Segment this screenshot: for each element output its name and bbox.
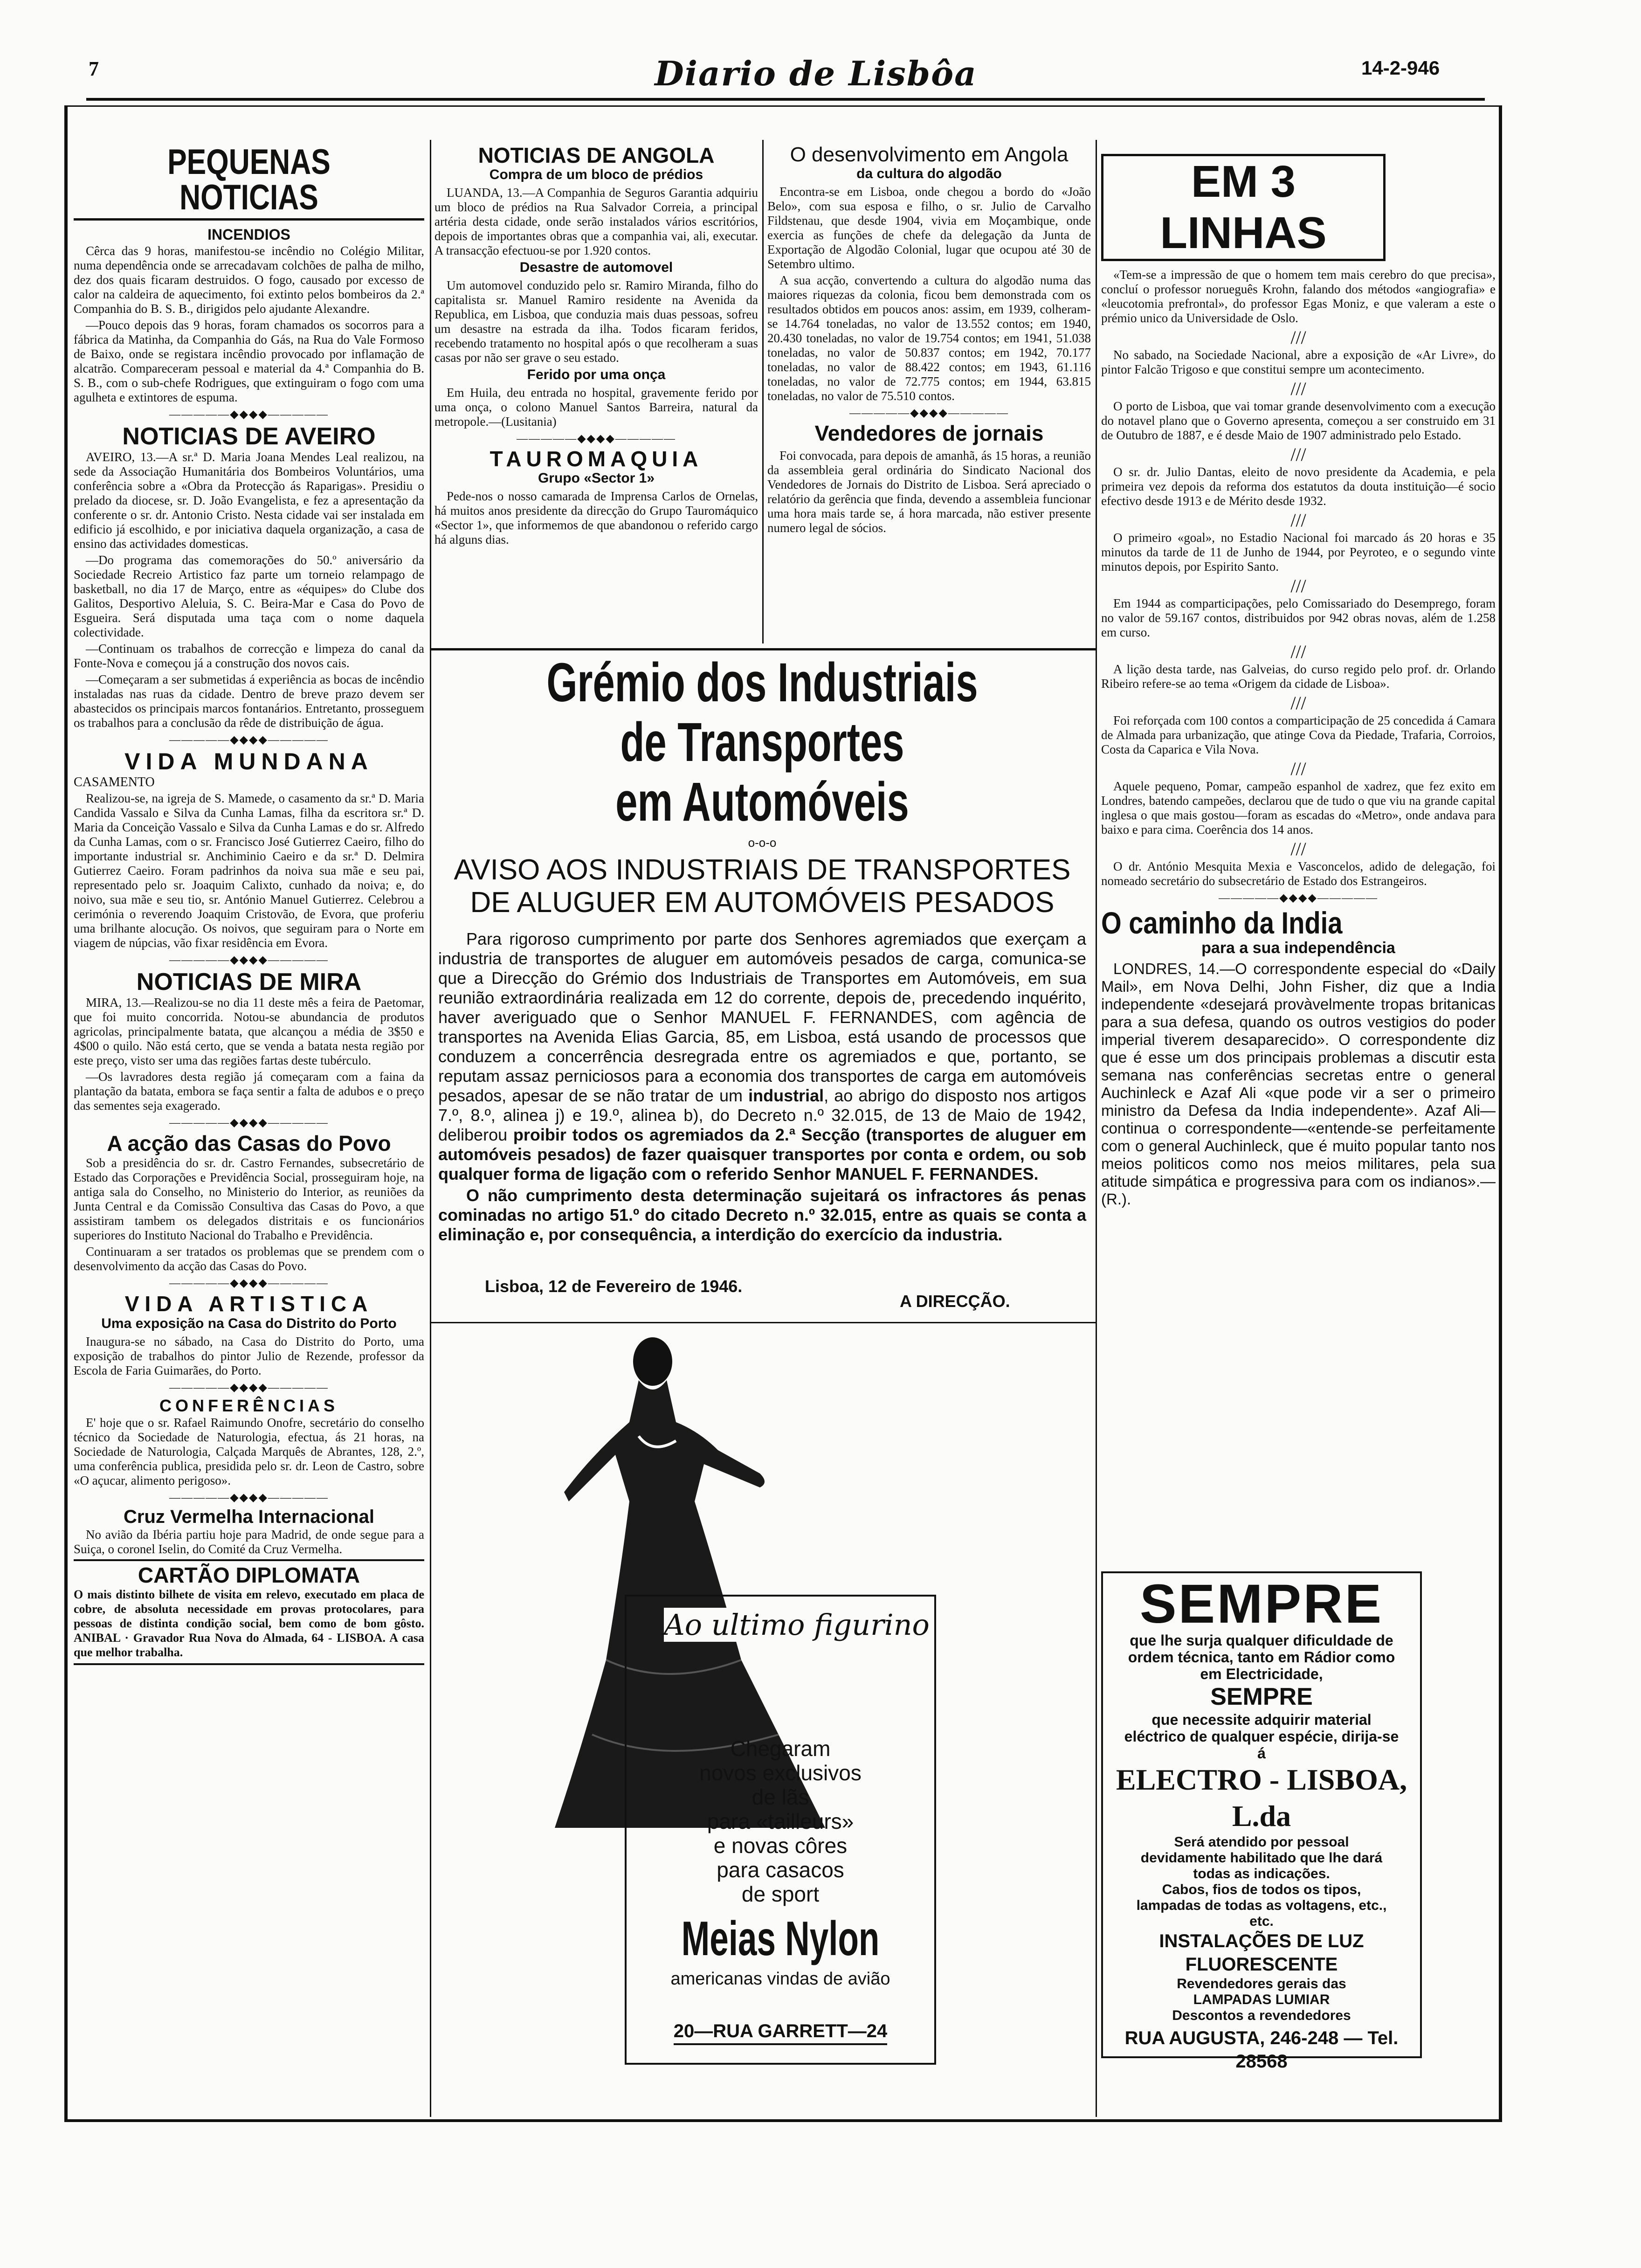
col-rule-3 bbox=[1096, 140, 1097, 2117]
artistica-sub: Uma exposição na Casa do Distrito do Porto bbox=[101, 1315, 397, 1331]
sempre-brand: ELECTRO - LISBOA, L.da bbox=[1116, 1763, 1407, 1832]
column-pequenas-noticias bbox=[74, 142, 424, 2117]
gremio-body-2: O não cumprimento desta determinação sujeitará os infractores ás penas cominadas no artigo 51.º do citado Decreto n.º 32.015, entre as quais se conta a eliminação e, por consequência, a interdição do exercício da industria. bbox=[438, 1186, 1086, 1244]
ornament: —————◆◆◆◆————— bbox=[169, 408, 329, 421]
sempre-address: RUA AUGUSTA, 246-248 — Tel. 28568 bbox=[1124, 2028, 1399, 2072]
angola-sub3: Ferido por uma onça bbox=[527, 367, 666, 382]
ornament: —————◆◆◆◆————— bbox=[849, 407, 1009, 419]
separator: /// bbox=[1290, 641, 1306, 662]
tauromaquia-sub: Grupo «Sector 1» bbox=[538, 470, 655, 486]
separator: /// bbox=[1290, 692, 1306, 713]
sempre-ad bbox=[1101, 1571, 1422, 2072]
aviso-line-2: DE ALUGUER EM AUTOMÓVEIS PESADOS bbox=[470, 886, 1055, 919]
separator: /// bbox=[1290, 510, 1306, 531]
angola-title: NOTICIAS DE ANGOLA bbox=[478, 143, 715, 167]
sempre-l5: INSTALAÇÕES DE LUZ FLUORESCENTE bbox=[1159, 1931, 1364, 1975]
ornament: —————◆◆◆◆————— bbox=[1219, 892, 1378, 904]
column-algodao bbox=[767, 145, 1091, 647]
col-rule-1 bbox=[430, 140, 431, 2117]
sempre-title: SEMPRE bbox=[1139, 1573, 1384, 1635]
item: Aquele pequeno, Pomar, campeão espanhol de xadrez, que fez exito em Londres, batendo campeões, declarou que de tudo o que viu na grande capital inglesa o que mais gostou—foram as escadas do «Metro», onde andava para baixo e para cima. Coerência dos 14 anos. bbox=[1101, 779, 1496, 837]
gremio-body bbox=[438, 929, 1086, 1184]
ornament: —————◆◆◆◆————— bbox=[517, 433, 676, 445]
sempre-l8: Descontos a revendedores bbox=[1172, 2008, 1351, 2023]
frame-bottom bbox=[64, 2119, 1502, 2122]
algodao-p1: Encontra-se em Lisboa, onde chegou a bordo do «João Belo», com sua esposa e filho, o sr. Julio de Carvalho Fildstenau, que desde 1904, vivia em Moçambique, onde exercia as funções de chefe da delegação da Junta de Exportação de Algodão Colonial, lugar que ocupou até 30 de Setembro ultimo. bbox=[767, 185, 1091, 271]
angola-sub2: Desastre de automovel bbox=[519, 260, 673, 275]
tauromaquia-title: TAUROMAQUIA bbox=[490, 447, 703, 471]
ad-line-5: e novas côres bbox=[713, 1833, 848, 1858]
ornament: —————◆◆◆◆————— bbox=[169, 1381, 329, 1394]
algodao-p2: A sua acção, convertendo a cultura do algodão numa das maiores riquezas da colonia, ficou bem demonstrada com os resultados obtidos em poucos anos: assim, em 1939, colheram-se 14.764 toneladas, no valor de 13.552 contos; em 1940, 20.430 toneladas, no valor de 19.754 contos; em 1941, 51.038 toneladas, no valor de 50.837 contos; em 1942, 70.177 toneladas, no valor de 88.422 contos; em 1943, 61.116 toneladas, no valor de 72.775 contos; em 1944, 63.815 toneladas, no valor de 75.510 contos. bbox=[767, 273, 1091, 403]
column-angola bbox=[434, 145, 758, 647]
mundana-title: VIDA MUNDANA bbox=[124, 748, 373, 775]
angola-p1: LUANDA, 13.—A Companhia de Seguros Garantia adquiriu um bloco de prédios na Rua Salvador Correia, a principal artéria desta cidade, onde serão instalados vários escritórios, depois de importantes obras que a companhia vai, ali, executar. A transacção efectuou-se por 1.920 contos. bbox=[434, 186, 758, 257]
cruz-p1: No avião da Ibéria partiu hoje para Madrid, de onde segue para a Suiça, o coronel Iselin, do Comité da Cruz Vermelha. bbox=[74, 1527, 424, 1556]
mundana-p1: Realizou-se, na igreja de S. Mamede, o casamento da sr.ª D. Maria Candida Vassalo e Silva da Cunha Lamas, filha da escritora sr.ª D. Maria da Conceição Vassalo e Silva da Cunha Lamas e do sr. Alfredo da Cunha Lamas, com o sr. Francisco José Gutierrez Caeiro, filho do importante industrial sr. Anchiminio Caeiro e da sr.ª D. Delmira Gutierrez Caeiro. Foram padrinhos da noiva sua mãe e seu pai, representado pelo sr. Joaquim Calixto, cunhado da noiva; e, do noivo, sua mãe e seu tio, sr. António Manuel Gutierrez. Celebrou a cerimónia o reverendo Joaquim Cristovão, de Evora, que proferiu uma brilhante alocução. Os noivos, que seguiram para o Norte em viagem de núpcias, vão fixar residência em Evora. bbox=[74, 791, 424, 950]
gremio-body-d: proibir todos os agremiados da 2.ª Secção (transportes de aluguer em automóveis pesados) de fazer quaisquer transportes por conta e ordem, ou sob qualquer forma de ligação com o referido Senhor MANUEL F. FERNANDES. bbox=[438, 1125, 1087, 1183]
item: O sr. dr. Julio Dantas, eleito de novo presidente da Academia, e pela primeira vez depois da reforma dos estatutos da douta instituição—é socio efectivo desde 1913 e de Mérito desde 1932. bbox=[1101, 465, 1496, 508]
separator: /// bbox=[1290, 378, 1306, 399]
mira-p2: —Os lavradores desta região já começaram com a faina da plantação da batata, embora se faça sentir a falta de adubos e o preço das sementes seja exagerado. bbox=[74, 1070, 424, 1113]
item: Foi reforçada com 100 contos a comparticipação de 25 concedida á Camara de Almada para urbanização, que atinge Cova da Piedade, Trafaria, Corroios, Costa da Caparica e Vila Nova. bbox=[1101, 713, 1496, 756]
ad-line-6: para casacos bbox=[717, 1858, 844, 1882]
incendios-p2: —Pouco depois das 9 horas, foram chamados os socorros para a fábrica da Matinha, da Companhia do Gás, na Rua do Vale Formoso de Baixo, onde se registara incêndio provocado por inflamação de alcatrão. Compareceram pessoal e material da 4.ª Companhia do B. S. B., com o sub-chefe Rodrigues, que extinguiram o fogo com uma agulheta e extintores de espuma. bbox=[74, 318, 424, 404]
sempre-l7: LAMPADAS LUMIAR bbox=[1193, 1992, 1330, 2007]
cartao-box bbox=[74, 1559, 424, 1665]
mira-title: NOTICIAS DE MIRA bbox=[136, 968, 362, 996]
gremio-top-rule bbox=[431, 648, 1096, 650]
gremio-notice bbox=[434, 653, 1091, 1320]
sempre-l6: Revendedores gerais das bbox=[1177, 1976, 1346, 1991]
gremio-signature: A DIRECÇÃO. bbox=[900, 1292, 1010, 1311]
aveiro-p3: —Continuam os trabalhos de correcção e limpeza do canal da Fonte-Nova e começou já a construção dos novos cais. bbox=[74, 642, 424, 671]
ad-script-title: Ao ultimo figurino bbox=[664, 1608, 930, 1642]
ad-line-2: novos exclusivos bbox=[699, 1761, 862, 1785]
gremio-title-2: em Automóveis bbox=[615, 771, 909, 833]
mira-p1: MIRA, 13.—Realizou-se no dia 11 deste mês a feira de Paetomar, que foi muito concorrida. Notou-se abundancia de produtos agricolas, principalmente batata, que alcançou a média de 3$50 e 4$00 o quilo. Não está certo, que se venda a batata nesta região por este preço, visto ser uma das regiões fartas deste tubérculo. bbox=[74, 996, 424, 1068]
item: O dr. António Mesquita Mexia e Vasconcelos, adido de delegação, foi nomeado secretário do subsecretário de Estado dos Estrangeiros. bbox=[1101, 859, 1496, 888]
separator: /// bbox=[1290, 758, 1306, 779]
cartao-p1: O mais distinto bilhete de visita em relevo, executado em placa de cobre, de absoluta necessidade em provas protocolares, para pessoas de distinta condição social, bem como de bom gôsto. ANIBAL · Gravador Rua Nova do Almada, 64 - LISBOA. A casa que melhor trabalha. bbox=[74, 1587, 424, 1659]
conf-title: CONFERÊNCIAS bbox=[159, 1396, 339, 1415]
casas-p2: Continuaram a ser tratados os problemas que se prendem com o desenvolvimento da acção das Casas do Povo. bbox=[74, 1244, 424, 1273]
ornament: —————◆◆◆◆————— bbox=[169, 954, 329, 966]
section-title: PEQUENAS NOTICIAS bbox=[74, 145, 424, 221]
separator: /// bbox=[1290, 575, 1306, 596]
conf-p1: E' hoje que o sr. Rafael Raimundo Onofre, secretário do conselho técnico da Sociedade de Naturologia, efectua, ás 21 horas, na Sociedade de Naturologia, Calçada Marquês de Abrantes, 128, 2.º, uma conferência publica, presidida pelo sr. dr. Leon de Castro, sobre «O açucar, alimento perigoso». bbox=[74, 1415, 424, 1487]
aveiro-title: NOTICIAS DE AVEIRO bbox=[122, 422, 376, 450]
angola-sub1: Compra de um bloco de prédios bbox=[489, 167, 703, 182]
incendios-p1: Cêrca das 9 horas, manifestou-se incêndio no Colégio Militar, numa dependência onde se arrecadavam colchões de palha de milho, dez dos quais ficaram destruidos. O fogo, causado por excesso de calor na caldeira de aquecimento, foi extinto pelos bombeiros da 2.ª Companhia do B. S. B., dirigidos pelo ajudante Alexandre. bbox=[74, 243, 424, 316]
gremio-title-1: Grémio dos Industriais de Transportes bbox=[546, 652, 978, 773]
aveiro-p1: AVEIRO, 13.—A sr.ª D. Maria Joana Mendes Leal realizou, na sede da Associação Humanitária dos Bombeiros Voluntários, uma conferência sobre a «Obra da Protecção ás Raparigas». Presidiu o prelado da diocese, sr. D. João Evangelista, e fez a apresentação da conferente o sr. dr. Antonio Cristo. Nesta cidade vai ser instalada em edificio já escolhido, e por iniciativa daquela organização, a casa de ensino das actividades domesticas. bbox=[74, 450, 424, 551]
separator: /// bbox=[1290, 838, 1306, 859]
item: Em 1944 as comparticipações, pelo Comissariado do Desemprego, foram no valor de 59.167 contos, distribuidos por 942 obras novas, além de 1.258 em curso. bbox=[1101, 596, 1496, 639]
gremio-bottom-rule bbox=[431, 1322, 1096, 1323]
gremio-divider: o-o-o bbox=[748, 836, 777, 850]
ad-address: 20—RUA GARRETT—24 bbox=[674, 2019, 888, 2045]
ad-brand: Meias Nylon bbox=[681, 1912, 880, 1966]
incendios-title: INCENDIOS bbox=[207, 226, 290, 243]
frame-top bbox=[64, 105, 1502, 107]
col-rule-2 bbox=[762, 140, 764, 643]
artistica-title: VIDA ARTISTICA bbox=[124, 1291, 373, 1316]
casas-p1: Sob a presidência do sr. dr. Castro Fernandes, subsecretário de Estado das Corporações e Previdência Social, prosseguiram hoje, na antiga sala do Conselho, no Ministerio do Interior, as reuniões da Junta Central e da Comissão Consultiva das Casas do Povo, a que assistiram tambem os delegados distritais e os funcionários superiores do Instituto Nacional do Trabalho e Previdência. bbox=[74, 1155, 424, 1242]
aviso-line-1: AVISO AOS INDUSTRIAIS DE TRANSPORTES bbox=[454, 854, 1071, 886]
algodao-title: O desenvolvimento em Angola bbox=[790, 143, 1069, 166]
ornament: —————◆◆◆◆————— bbox=[169, 734, 329, 747]
ad-line-1: Chegaram bbox=[730, 1736, 831, 1761]
ornament: —————◆◆◆◆————— bbox=[169, 1277, 329, 1289]
separator: /// bbox=[1290, 444, 1306, 465]
india-title: O caminho da India bbox=[1101, 906, 1343, 940]
gremio-body-c: , ao abrigo do disposto nos artigos 7.º, 8.º, alinea j) e 19.º, alinea b), do Decreto n.º 32.015, de 13 de Maio de 1942, deliberou bbox=[438, 1086, 1086, 1144]
tauromaquia-p1: Pede-nos o nosso camarada de Imprensa Carlos de Ornelas, há muitos anos presidente da direcção do Grupo Tauromáquico «Sector 1», que informemos de que abandonou o referido cargo há alguns dias. bbox=[434, 489, 758, 546]
issue-date: 14-2-946 bbox=[1361, 57, 1440, 79]
casas-title: A acção das Casas do Povo bbox=[107, 1131, 391, 1156]
item: O primeiro «goal», no Estadio Nacional foi marcado ás 20 horas e 35 minutos da tarde de 11 de Junho de 1944, por Peyroteo, e o segundo vinte minutos depois, por Espirito Santo. bbox=[1101, 531, 1496, 574]
ad-lines bbox=[627, 1736, 934, 2045]
ad-line-7: de sport bbox=[741, 1882, 820, 1906]
gremio-place-date: Lisboa, 12 de Fevereiro de 1946. bbox=[485, 1277, 743, 1296]
page-number: 7 bbox=[89, 57, 99, 80]
sempre-l2: que necessite adquirir material eléctrico de qualquer espécie, dirija-se á bbox=[1124, 1711, 1399, 1762]
india-p1: LONDRES, 14.—O correspondente especial do «Daily Mail», em Nova Delhi, John Fisher, diz que a India independente «desejará provàvelmente tropas britanicas para a sua defesa, quando os outros vestigios do poder imperial tiverem desaparecido». O correspondente diz que é esse um dos principais problemas a discutir esta semana nas conferências secretas entre o general Auchinleck e Azaf Ali «que pode vir a ser o primeiro ministro da Defesa da India independente». Azaf Ali—continua o correspondente—«entende-se perfeitamente com o general Auchinleck, que é muito popular tanto nos meios politicos como nos meios militares, pela sua atitude simpática e progressiva para com os indianos».—(R.). bbox=[1101, 960, 1496, 1208]
aveiro-p4: —Começaram a ser submetidas á experiência as bocas de incêndio instaladas nas ruas da cidade. Dentro de breve prazo devem ser abastecidos os principais marcos fontanários. Entretanto, prosseguem os trabalhos para a conclusão da rêde de distribuição de água. bbox=[74, 672, 424, 730]
vendedores-title: Vendedores de jornais bbox=[814, 421, 1044, 445]
india-sub: para a sua independência bbox=[1201, 939, 1395, 957]
artistica-p1: Inaugura-se no sábado, na Casa do Distrito do Porto, uma exposição de trabalhos do pintor Julio de Rezende, professor da Escola de Faria Guimarães, do Porto. bbox=[74, 1334, 424, 1377]
frame-left bbox=[64, 106, 68, 2121]
item: No sabado, na Sociedade Nacional, abre a exposição de «Ar Livre», do pintor Falcão Trigoso e que constitui sempre um acontecimento. bbox=[1101, 348, 1496, 376]
item: A lição desta tarde, nas Galveias, do curso regido pelo prof. dr. Orlando Ribeiro refere-se ao tema «Origem da cidade de Lisboa». bbox=[1101, 662, 1496, 691]
sempre-l3: Será atendido por pessoal devidamente habilitado que lhe dará todas as indicações. bbox=[1140, 1834, 1383, 1881]
item: «Tem-se a impressão de que o homem tem mais cerebro do que precisa», concluí o professor norueguês Krohn, falando dos métodos «angiografia» e «leucotomia prefrontal», do professor Egas Moniz, e que valeram a este o prémio unico da Universidade de Oslo. bbox=[1101, 268, 1496, 325]
item-list bbox=[1101, 268, 1496, 888]
ornament: —————◆◆◆◆————— bbox=[169, 1117, 329, 1129]
frame-right bbox=[1499, 106, 1502, 2121]
ad-line-4: para «tailleurs» bbox=[707, 1809, 854, 1833]
gremio-body-b: industrial bbox=[748, 1086, 824, 1105]
em3linhas-title: EM 3 LINHAS bbox=[1160, 157, 1327, 258]
ad-line-3: de lãs bbox=[752, 1785, 809, 1809]
vendedores-p1: Foi convocada, para depois de amanhã, ás 15 horas, a reunião da assembleia geral ordinária do Sindicato Nacional dos Vendedores de Jornais do Distrito de Lisboa. Será apreciado o relatório da gerência que finda, devendo a assembleia funcionar uma hora mais tarde se, á hora marcada, não estiver presente numero legal de sócios. bbox=[767, 449, 1091, 535]
ornament: —————◆◆◆◆————— bbox=[169, 1491, 329, 1504]
sempre-l4: Cabos, fios de todos os tipos, lampadas de todas as voltagens, etc., etc. bbox=[1136, 1882, 1387, 1929]
masthead: Diario de Lisbôa bbox=[655, 54, 977, 93]
angola-p2: Um automovel conduzido pelo sr. Ramiro Miranda, filho do capitalista sr. Manuel Ramiro residente na Avenida da Republica, em Lisboa, que conduzia mais duas pessoas, sofreu um desastre na estrada da ilha. Todos ficaram feridos, recebendo tratamento no hospital após o que recolheram a suas casas por não ser grave o seu estado. bbox=[434, 278, 758, 365]
em3linhas-title-box bbox=[1101, 154, 1386, 261]
cartao-title: CARTÃO DIPLOMATA bbox=[138, 1563, 360, 1587]
mundana-sub: CASAMENTO bbox=[74, 774, 155, 789]
ad-frame bbox=[625, 1595, 936, 2065]
item: O porto de Lisboa, que vai tomar grande desenvolvimento com a execução do notavel plano que o Governo apresenta, começou a ser construido em 31 de Outubro de 1887, e é desde Maio de 1907 administrado pelo Estado. bbox=[1101, 399, 1496, 442]
sempre-title-2: SEMPRE bbox=[1210, 1683, 1313, 1710]
ad-tagline: americanas vindas de avião bbox=[670, 1969, 890, 1989]
aveiro-p2: —Do programa das comemorações do 50.º aniversário da Sociedade Recreio Artistico faz parte um torneio relampago de basketball, no dia 17 de Março, entre as «équipes» do Clube dos Galitos, Desportivo Aleluia, S. C. Beira-Mar e Casa do Povo de Esgueira. Será disputada uma taça com o nome daquela colectividade. bbox=[74, 553, 424, 640]
nylon-ad bbox=[434, 1329, 1091, 2117]
separator: /// bbox=[1290, 327, 1306, 348]
sempre-l1: que lhe surja qualquer dificuldade de ordem técnica, tanto em Rádior como em Electricidade, bbox=[1128, 1632, 1395, 1682]
algodao-sub: da cultura do algodão bbox=[856, 166, 1002, 181]
header-rule bbox=[86, 98, 1485, 101]
gremio-body-a: Para rigoroso cumprimento por parte dos Senhores agremiados que exerçam a industria de transportes de aluguer em automóveis pesados de carga, comunica-se que a Direcção do Grémio dos Industriais de Transportes em Automóveis, em sua reunião extraordinária realizada em 12 do corrente, depois de, precedendo inquérito, haver averiguado que o Senhor MANUEL F. FERNANDES, com agência de transportes na Avenida Elias Garcia, 85, em Lisboa, está usando de processos que conduzem a concerrência desregrada entre os agremiados e que, portanto, se reputam assaz perniciosos para a economia dos transportes de carga em automóveis pesados, apesar de se não tratar de um bbox=[438, 929, 1086, 1105]
angola-p3: Em Huila, deu entrada no hospital, gravemente ferido por uma onça, o colono Manuel Santos Barreira, natural da metropole.—(Lusitania) bbox=[434, 386, 758, 429]
cruz-title: Cruz Vermelha Internacional bbox=[124, 1506, 374, 1527]
